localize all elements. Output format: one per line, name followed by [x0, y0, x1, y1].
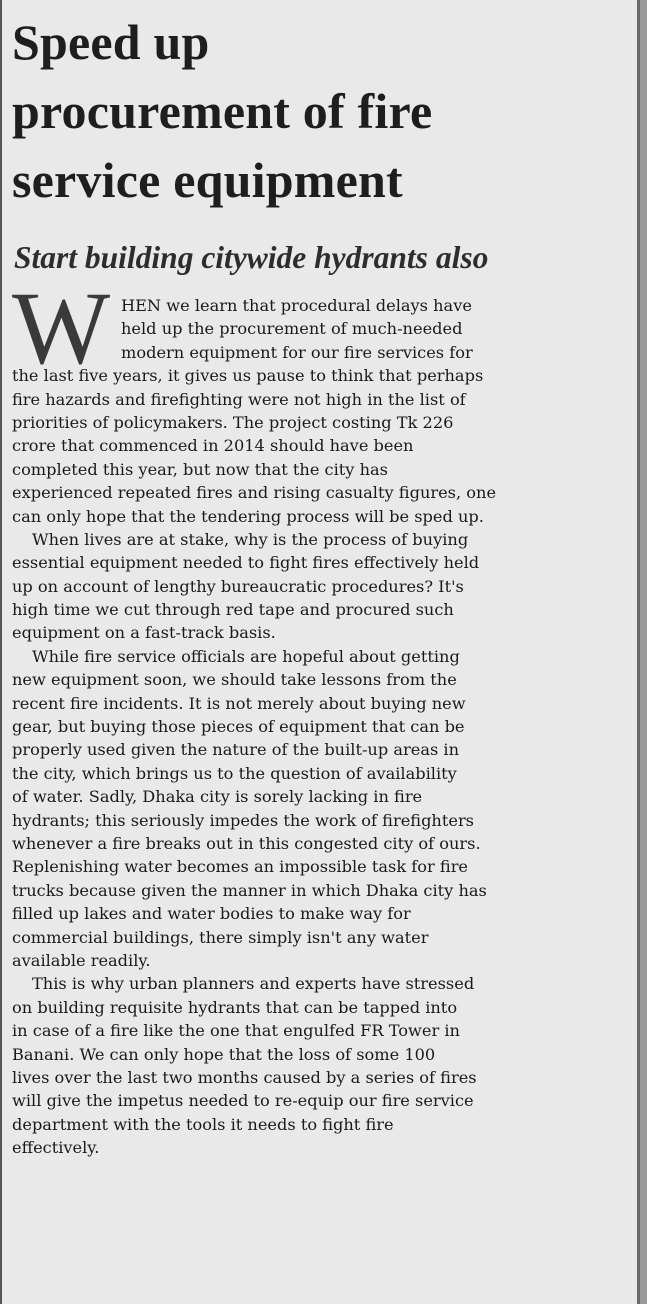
- body-line: recent fire incidents. It is not merely about buying new: [12, 693, 466, 713]
- body-line: of water. Sadly, Dhaka city is sorely lacking in fire: [12, 787, 423, 807]
- headline-line: procurement of fire: [12, 83, 433, 139]
- body-line: whenever a fire breaks out in this congested city of ours.: [12, 833, 481, 853]
- body-line: completed this year, but now that the city has: [12, 459, 388, 479]
- body-line: This is why urban planners and experts have stressed: [32, 974, 475, 994]
- body-line: fire hazards and firefighting were not high in the list of: [12, 389, 466, 409]
- body-line: will give the impetus needed to re-equip our fire service: [12, 1091, 474, 1111]
- body-line: hydrants; this seriously impedes the work of firefighters: [12, 810, 474, 830]
- headline-line: Speed up: [12, 14, 210, 70]
- body-line: the last five years, it gives us pause to think that perhaps: [12, 366, 484, 386]
- body-line: trucks because given the manner in which Dhaka city has: [12, 880, 487, 900]
- body-line: While fire service officials are hopeful about getting: [32, 646, 460, 666]
- body-line: equipment on a fast-track basis.: [12, 623, 276, 643]
- body-line: high time we cut through red tape and procured such: [12, 600, 454, 620]
- body-line: held up the procurement of much-needed: [121, 319, 463, 339]
- body-line: properly used given the nature of the built-up areas in: [12, 740, 460, 760]
- headline-line: service equipment: [12, 152, 403, 208]
- body-line: modern equipment for our fire services for: [121, 342, 473, 362]
- body-line: priorities of policymakers. The project costing Tk 226: [12, 412, 454, 432]
- article-headline: [12, 8, 632, 215]
- body-line: effectively.: [12, 1138, 100, 1158]
- body-line: commercial buildings, there simply isn't any water: [12, 927, 429, 947]
- body-line: crore that commenced in 2014 should have been: [12, 436, 414, 456]
- body-line: When lives are at stake, why is the process of buying: [32, 529, 469, 549]
- article-subheadline: Start building citywide hydrants also: [14, 240, 489, 275]
- body-line: the city, which brings us to the question of availability: [12, 763, 457, 783]
- body-line: experienced repeated fires and rising casualty figures, one: [12, 483, 497, 503]
- body-line: in case of a fire like the one that engulfed FR Tower in: [12, 1021, 460, 1041]
- body-line: Banani. We can only hope that the loss of some 100: [12, 1044, 436, 1064]
- body-line: on building requisite hydrants that can be tapped into: [12, 997, 458, 1017]
- body-line: department with the tools it needs to fight fire: [12, 1114, 394, 1134]
- body-line: HEN we learn that procedural delays have: [121, 296, 472, 315]
- body-line: can only hope that the tendering process will be sped up.: [12, 506, 484, 526]
- body-line: gear, but buying those pieces of equipment that can be: [12, 717, 465, 737]
- body-line: filled up lakes and water bodies to make way for: [12, 904, 411, 924]
- article-body: [12, 294, 630, 1159]
- drop-cap: W: [12, 271, 111, 386]
- body-line: lives over the last two months caused by a series of fires: [12, 1067, 477, 1087]
- body-line: available readily.: [12, 950, 151, 970]
- body-line: essential equipment needed to fight fires effectively held: [12, 553, 480, 573]
- body-line: up on account of lengthy bureaucratic procedures? It's: [12, 576, 464, 596]
- body-line: new equipment soon, we should take lessons from the: [12, 670, 457, 690]
- body-line: Replenishing water becomes an impossible task for fire: [12, 857, 469, 877]
